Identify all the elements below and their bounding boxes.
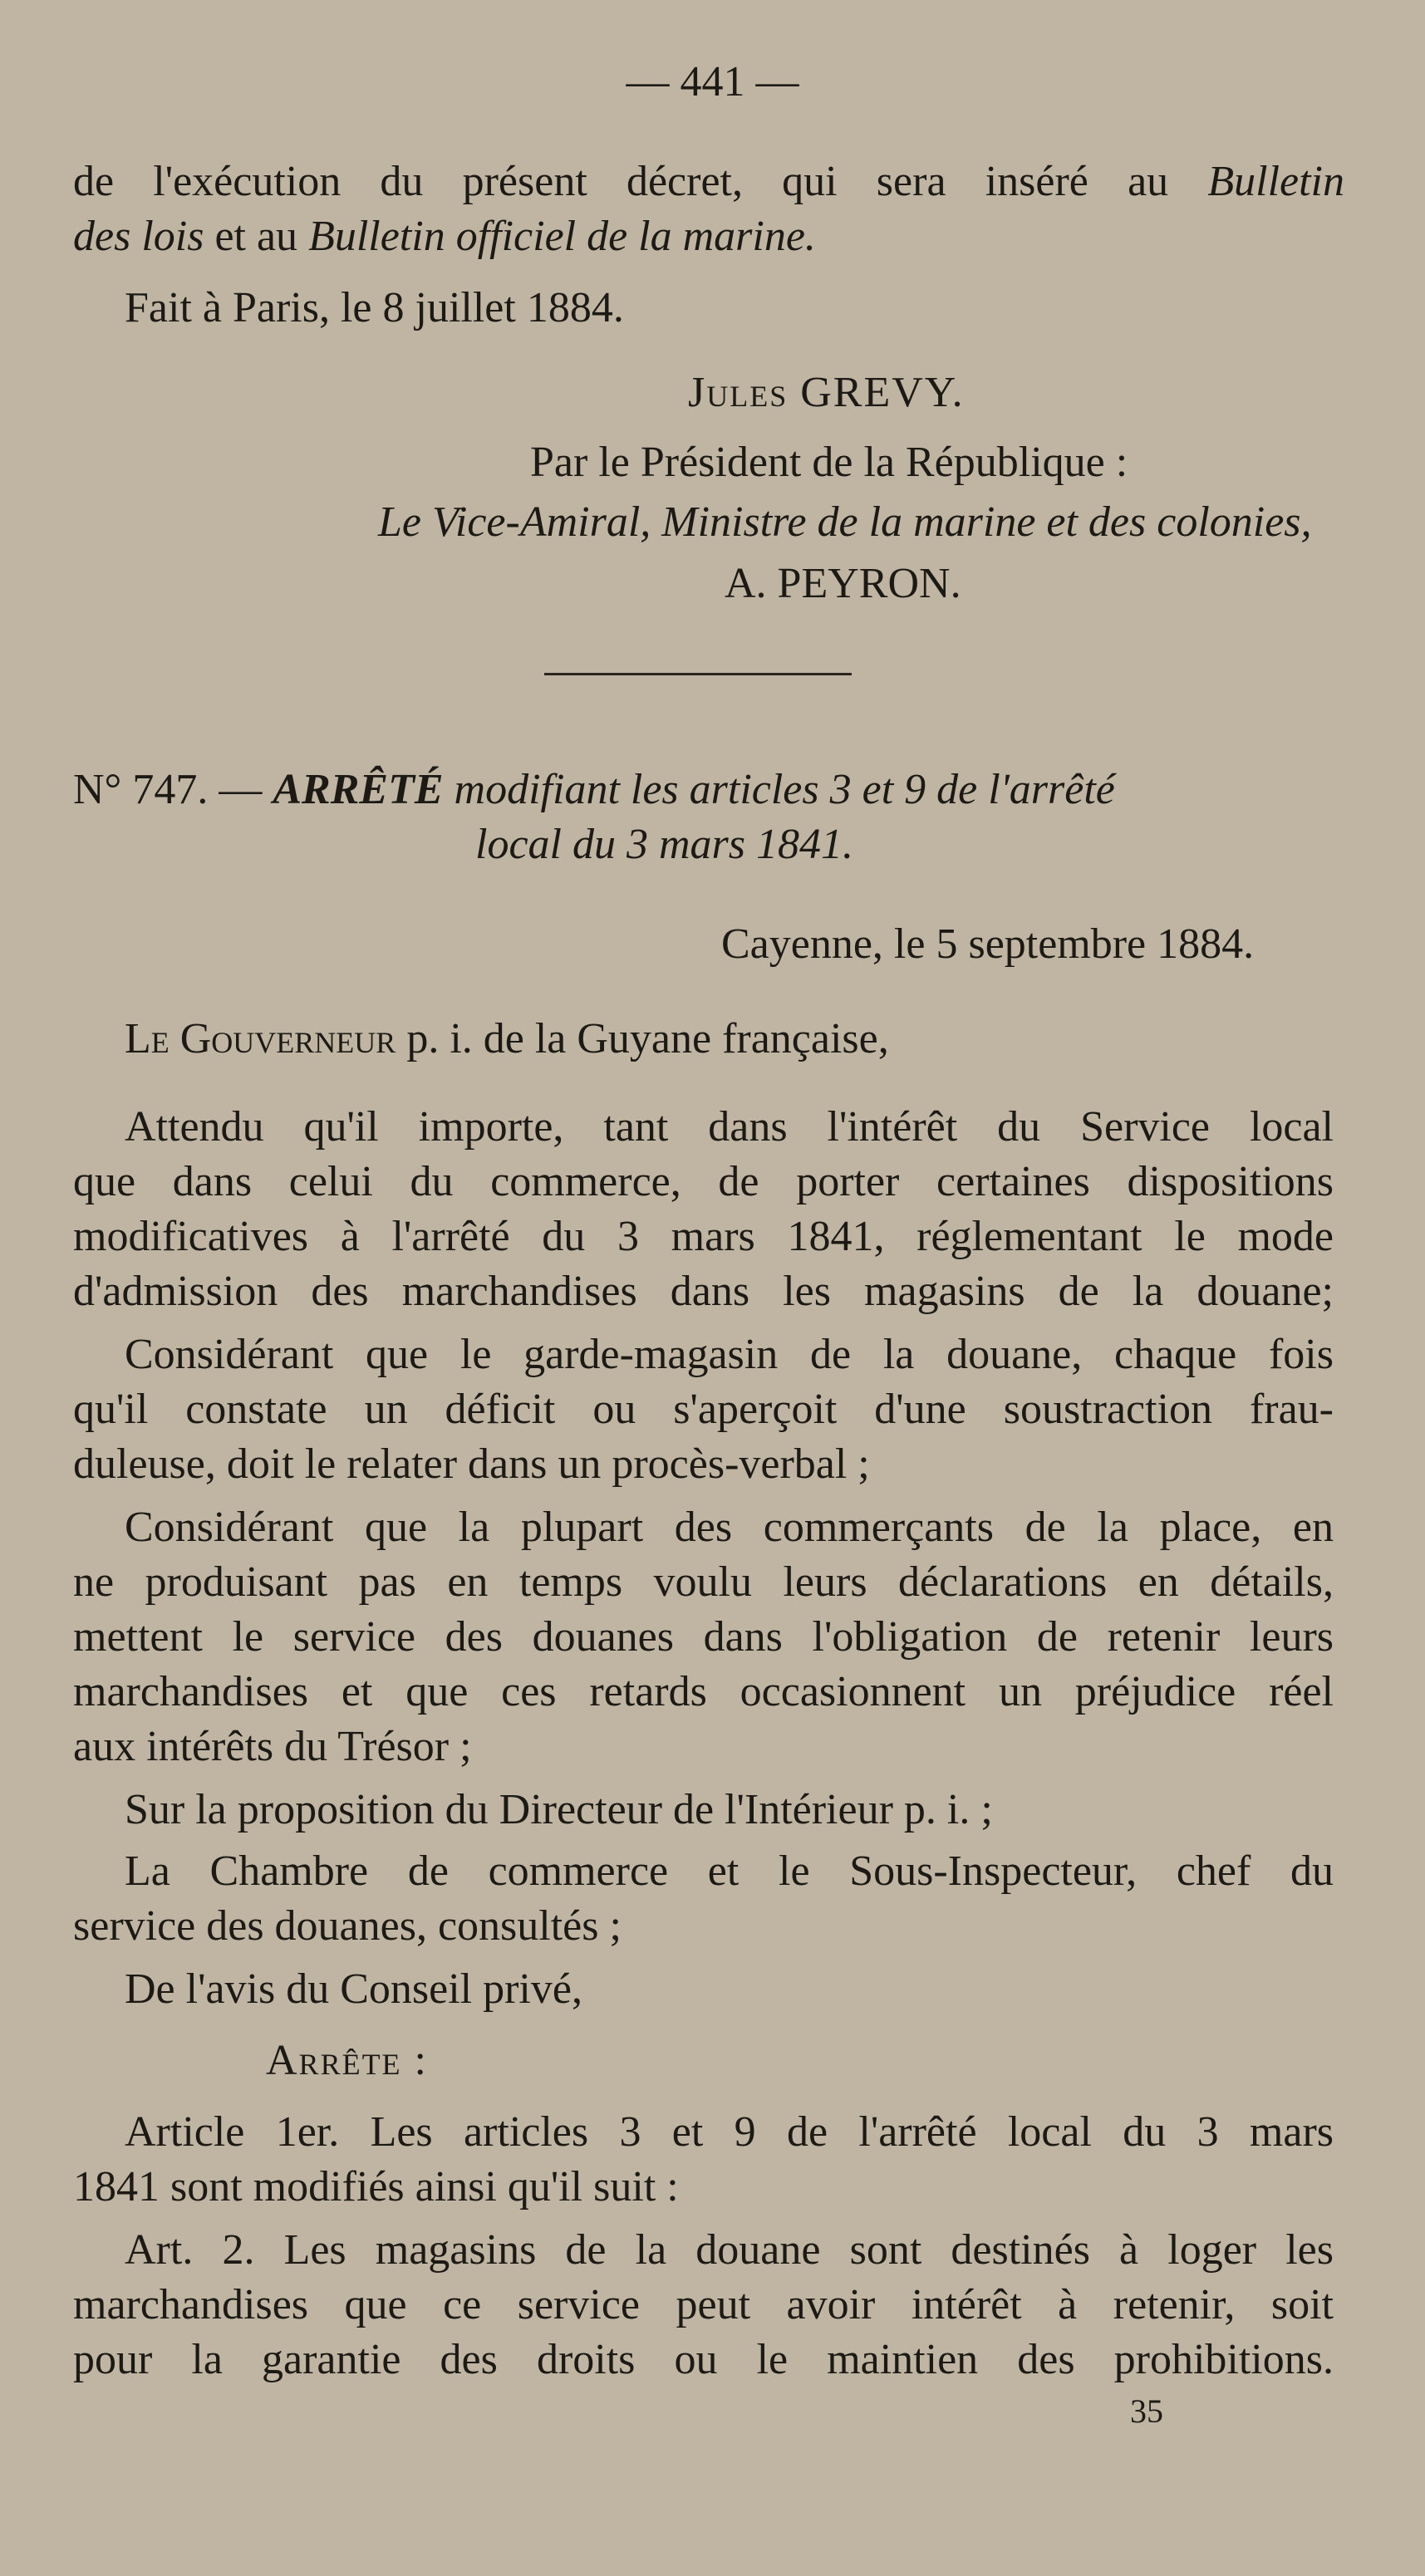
minister-name: A. PEYRON. bbox=[725, 560, 961, 607]
article1-line-1: Article 1er. Les articles 3 et 9 de l'arrêté local du 3 mars bbox=[125, 2108, 1334, 2156]
article2-line-1: Art. 2. Les magasins de la douane sont destinés à loger les bbox=[125, 2226, 1334, 2274]
bulletin-title: Bulletin bbox=[1207, 158, 1344, 205]
minister-title: Le Vice-Amiral, Ministre de la marine et des colonies, bbox=[378, 498, 1312, 546]
signature-mark: 35 bbox=[1130, 2392, 1163, 2430]
done-at-line: Fait à Paris, le 8 juillet 1884. bbox=[125, 284, 624, 331]
governor-rest: p. i. de la Guyane française, bbox=[396, 1015, 889, 1062]
act-title-line-2: local du 3 mars 1841. bbox=[475, 821, 853, 868]
president-signature: Jules GREVY. bbox=[688, 369, 965, 416]
place-date: Cayenne, le 5 septembre 1884. bbox=[721, 920, 1255, 968]
p6-line-1: De l'avis du Conseil privé, bbox=[125, 1965, 582, 2013]
p3-line-2: ne produisant pas en temps voulu leurs déclarations en détails, bbox=[73, 1558, 1334, 1606]
act-kind: ARRÊTÉ bbox=[273, 766, 444, 813]
decree-line-1-text: de l'exécution du présent décret, qui sera inséré au bbox=[73, 158, 1208, 205]
article1-line-2: 1841 sont modifiés ainsi qu'il suit : bbox=[73, 2163, 679, 2210]
p2-line-3: duleuse, doit le relater dans un procès-verbal ; bbox=[73, 1440, 870, 1488]
p5-line-1: La Chambre de commerce et le Sous-Inspecteur, chef du bbox=[125, 1847, 1334, 1895]
by-the-president: Par le Président de la République : bbox=[530, 439, 1128, 486]
p5-line-2: service des douanes, consultés ; bbox=[73, 1902, 622, 1950]
decree-line-2 bbox=[73, 209, 816, 264]
arrete-heading: Arrête : bbox=[266, 2037, 428, 2084]
separator-rule bbox=[544, 673, 852, 675]
p2-line-2: qu'il constate un déficit ou s'aperçoit d'une soustraction frau- bbox=[73, 1386, 1334, 1433]
p1-line-4: d'admission des marchandises dans les magasins de la douane; bbox=[73, 1268, 1334, 1315]
article2-line-3: pour la garantie des droits ou le maintien des prohibitions. bbox=[73, 2336, 1334, 2383]
p3-line-4: marchandises et que ces retards occasionnent un préjudice réel bbox=[73, 1668, 1334, 1715]
page-number: — 441 — bbox=[626, 58, 799, 105]
p3-line-1: Considérant que la plupart des commerçants de la place, en bbox=[125, 1504, 1334, 1551]
article2-line-2: marchandises que ce service peut avoir intérêt à retenir, soit bbox=[73, 2281, 1334, 2328]
p4-line-1: Sur la proposition du Directeur de l'Intérieur p. i. ; bbox=[125, 1786, 993, 1833]
p3-line-5: aux intérêts du Trésor ; bbox=[73, 1723, 472, 1770]
act-title-rest: modifiant les articles 3 et 9 de l'arrêté bbox=[443, 766, 1115, 813]
p1-line-3: modificatives à l'arrêté du 3 mars 1841, réglementant le mode bbox=[73, 1213, 1334, 1260]
decree-line-1 bbox=[73, 155, 1344, 209]
p3-line-3: mettent le service des douanes dans l'obligation de retenir leurs bbox=[73, 1613, 1334, 1661]
p1-line-1: Attendu qu'il importe, tant dans l'intérêt du Service local bbox=[125, 1103, 1334, 1151]
decree-line-2-text: et au bbox=[204, 213, 309, 260]
act-title-line-1 bbox=[73, 763, 1115, 817]
bulletin-officiel: Bulletin officiel de la marine. bbox=[308, 213, 816, 260]
p2-line-1: Considérant que le garde-magasin de la douane, chaque fois bbox=[125, 1331, 1334, 1378]
act-number: N° 747. — bbox=[73, 766, 273, 813]
governor-line bbox=[125, 1012, 889, 1067]
governor-title: Le Gouverneur bbox=[125, 1015, 396, 1062]
p1-line-2: que dans celui du commerce, de porter certaines dispositions bbox=[73, 1158, 1334, 1205]
bulletin-des-lois: des lois bbox=[73, 213, 204, 260]
